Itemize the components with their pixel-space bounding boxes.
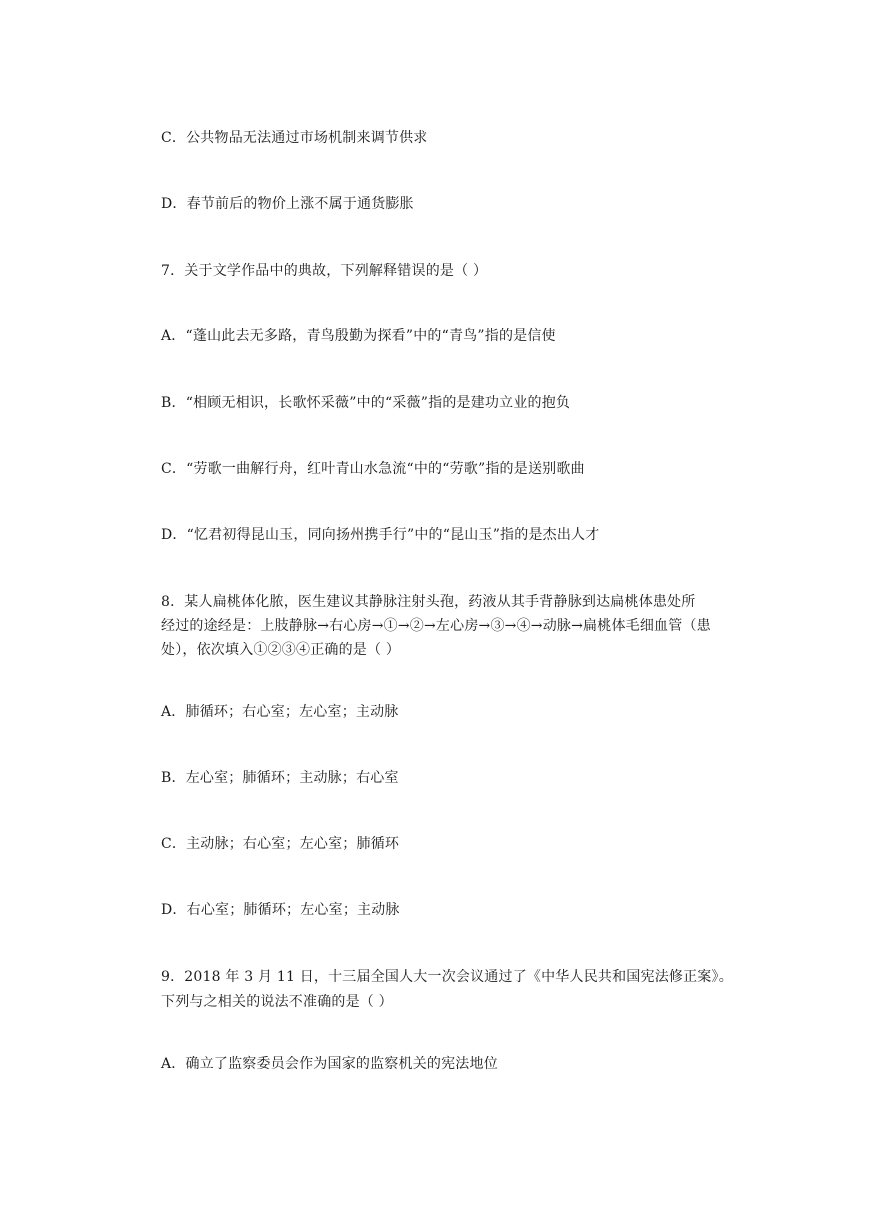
- question-8-option-a: A．肺循环；右心室；左心室；主动脉: [161, 704, 399, 720]
- question-9-stem-line-2: 下列与之相关的说法不准确的是（ ）: [161, 994, 393, 1010]
- question-7-stem: 7．关于文学作品中的典故，下列解释错误的是（ ）: [161, 263, 488, 279]
- question-8-stem-line-1: 8．某人扁桃体化脓，医生建议其静脉注射头孢，药液从其手背静脉到达扁桃体患处所: [161, 594, 696, 610]
- question-7-option-d: D．“忆君初得昆山玉，同向扬州携手行”中的“昆山玉”指的是杰出人才: [161, 527, 600, 543]
- question-9-option-a: A．确立了监察委员会作为国家的监察机关的宪法地位: [161, 1056, 498, 1072]
- question-8-option-c: C．主动脉；右心室；左心室；肺循环: [161, 836, 400, 852]
- question-8-option-b: B．左心室；肺循环；主动脉；右心室: [161, 770, 399, 786]
- option-prev-c: C．公共物品无法通过市场机制来调节供求: [161, 130, 428, 146]
- question-9-stem-line-1: 9．2018 年 3 月 11 日，十三届全国人大一次会议通过了《中华人民共和国宪法修正案》。: [161, 969, 733, 985]
- question-8-stem-line-2: 经过的途经是：上肢静脉→右心房→①→②→左心房→③→④→动脉→扁桃体毛细血管（患: [161, 618, 711, 634]
- option-prev-d: D．春节前后的物价上涨不属于通货膨胀: [161, 196, 414, 212]
- question-7-option-c: C．“劳歌一曲解行舟，红叶青山水急流“中的“劳歌”指的是送别歌曲: [161, 461, 585, 477]
- question-7-option-b: B．“相顾无相识，长歌怀采薇”中的“采薇”指的是建功立业的抱负: [161, 395, 571, 411]
- question-8-stem-line-3: 处），依次填入①②③④正确的是（ ）: [161, 642, 401, 658]
- question-7-option-a: A．“蓬山此去无多路，青鸟殷勤为探看”中的“青鸟”指的是信使: [161, 328, 556, 344]
- question-8-option-d: D．右心室；肺循环；左心室；主动脉: [161, 902, 400, 918]
